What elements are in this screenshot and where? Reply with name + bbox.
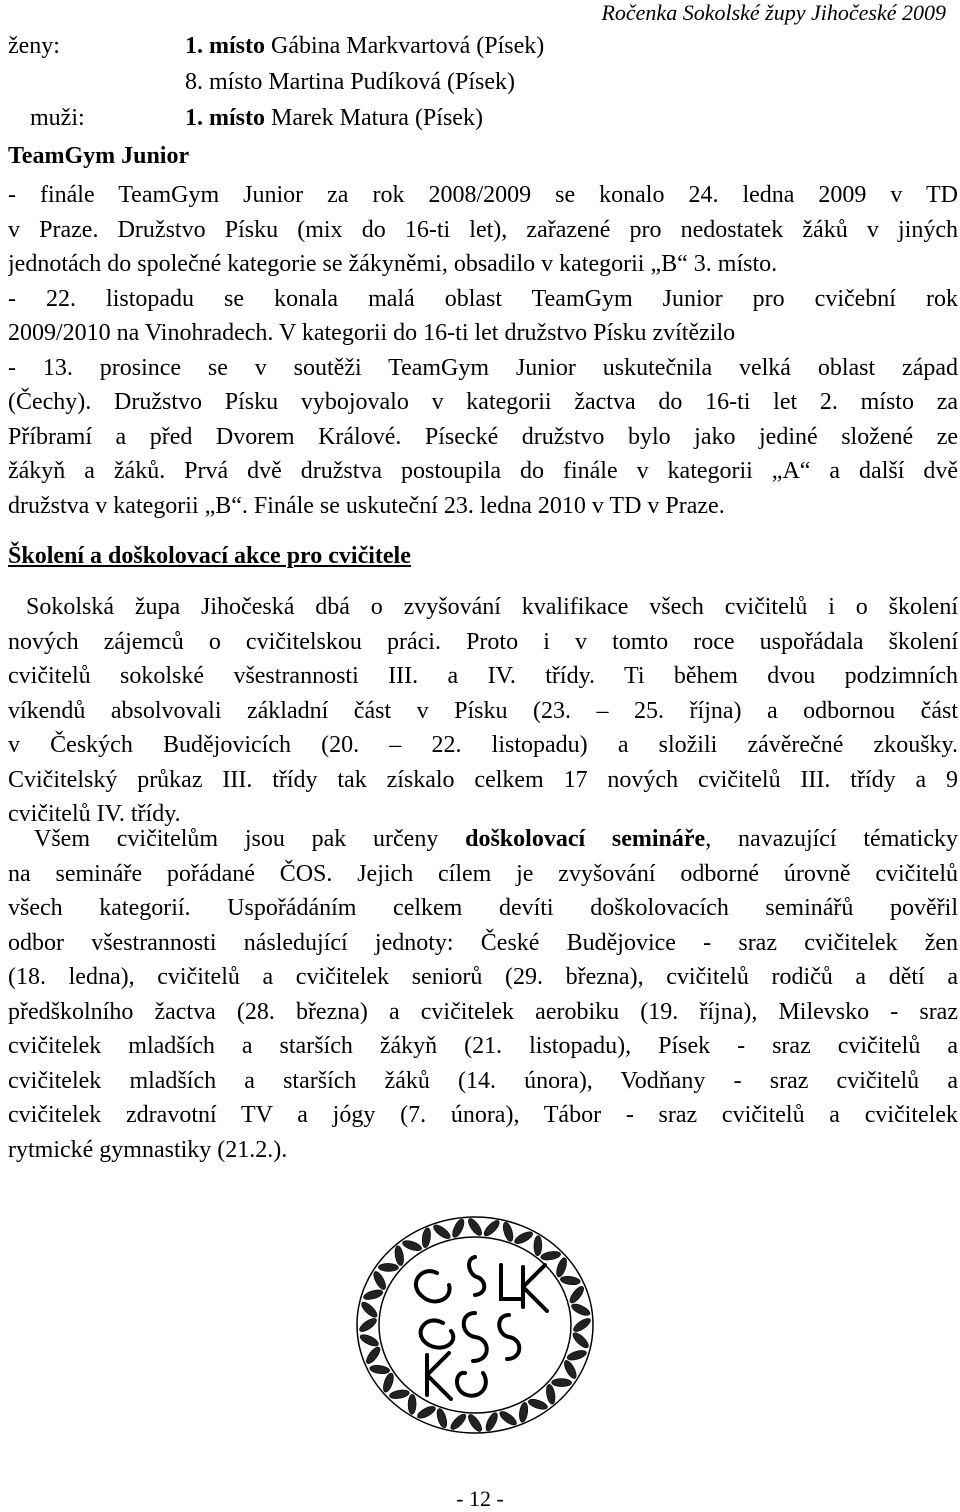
laurel-leaf [545, 1384, 556, 1405]
laurel-leaf [568, 1284, 586, 1305]
laurel-leaf [358, 1316, 379, 1334]
laurel-leaf [572, 1316, 593, 1334]
laurel-leaf [482, 1218, 502, 1238]
paragraph-line: Sokolská župa Jihočeská dbá o zvyšování kvalifikace všech cvičitelů i o školení [26, 594, 958, 620]
laurel-leaf [371, 1270, 387, 1291]
laurel-leaf [560, 1275, 581, 1286]
laurel-leaf [394, 1245, 405, 1266]
paragraph-line: cvičitelek zdravotní TV a jógy (7. února), Tábor - sraz cvičitelů a cvičitelek [8, 1102, 958, 1128]
paragraph-line: jednotách do společné kategorie se žákyněmi, obsadilo v kategorii „B“ 3. místo. [8, 251, 778, 277]
paragraph-line: cvičitelů IV. třídy. [8, 801, 181, 827]
text-run: , navazující tématicky [705, 826, 958, 852]
laurel-leaf [518, 1402, 529, 1423]
paragraph-line: všech kategorií. Uspořádáním celkem devíti doškolovacích seminářů pověřil [8, 895, 958, 921]
result-place: 1. místo [185, 33, 265, 59]
laurel-leaf [448, 1412, 468, 1432]
result-row-women-2 [8, 64, 948, 100]
laurel-leaf [362, 1288, 383, 1301]
result-name: Gábina Markvartová (Písek) [265, 33, 545, 59]
paragraph-line: na semináře pořádané ČOS. Jejich cílem je zvyšování odborné úrovně cvičitelů [8, 860, 958, 887]
laurel-leaf [389, 1389, 410, 1400]
laurel-leaf [562, 1359, 578, 1380]
result-text [185, 64, 515, 100]
laurel-leaf [381, 1372, 395, 1394]
paragraph-line: předškolního žactva (28. března) a cvičitelek aerobiku (19. října), Milevsko - sraz [8, 998, 958, 1025]
laurel-leaf [466, 1413, 484, 1434]
laurel-leaf [501, 1221, 514, 1242]
laurel-leaf [534, 1236, 542, 1256]
laurel-leaf [540, 1250, 561, 1261]
laurel-leaf [416, 1404, 437, 1420]
laurel-leaf [570, 1302, 591, 1318]
paragraph-line: Příbramí a před Dvorem Králové. Písecké družstvo bylo jako jediné složené ze [8, 423, 958, 450]
laurel-leaf [432, 1223, 453, 1241]
paragraph-line: cvičitelek mladších a starších žáků (14. února), Vodňany - sraz cvičitelů a [8, 1067, 958, 1094]
laurel-leaf [359, 1300, 379, 1320]
paragraph-line: - finále TeamGym Junior za rok 2008/2009 se konalo 24. ledna 2009 v TD [8, 182, 958, 208]
laurel-leaf [566, 1349, 587, 1362]
laurel-leaf [498, 1409, 519, 1427]
training-paragraph-1 [8, 590, 958, 832]
laurel-leaf [555, 1257, 569, 1279]
paragraph-line: (18. ledna), cvičitelů a cvičitelek seniorů (29. března), cvičitelů rodičů a dětí a [8, 964, 958, 990]
laurel-leaf [484, 1411, 500, 1432]
paragraph-line: - 13. prosince se v soutěži TeamGym Junior uskutečnila velká oblast západ [8, 354, 958, 381]
page-header: Ročenka Sokolské župy Jihočeské 2009 [601, 0, 946, 25]
paragraph-line: Cvičitelský průkaz III. třídy tak získalo celkem 17 nových cvičitelů III. třídy a 9 [8, 766, 958, 793]
training-heading: Školení a doškolovací akce pro cvičitele [8, 543, 411, 569]
laurel-leaf [364, 1345, 382, 1366]
result-place: 1. místo [185, 105, 265, 131]
result-row-men [8, 100, 948, 136]
paragraph-line: (Čechy). Družstvo Písku vybojovalo v kategorii žactva do 16-ti let 2. místo za [8, 389, 958, 415]
laurel-leaf [401, 1239, 423, 1253]
paragraph-line: cvičitelů sokolské všestrannosti III. a IV. třídy. Ti během dvou podzimních [8, 663, 958, 689]
sokol-wreath-seal-icon [325, 1195, 625, 1445]
seminars-emphasis: doškolovací semináře [465, 826, 706, 852]
paragraph-line [8, 822, 958, 857]
paragraph-line: v Českých Budějovicích (20. – 22. listopadu) a složili závěrečné zkoušky. [8, 732, 958, 758]
paragraph-line: odbor všestrannosti následující jednoty: České Budějovice - sraz cvičitelek žen [8, 929, 958, 956]
page-number: - 12 - [456, 1486, 504, 1511]
laurel-leaf [378, 1263, 398, 1271]
laurel-leaf [450, 1217, 466, 1238]
result-name: Marek Matura (Písek) [265, 105, 483, 131]
teamgym-heading: TeamGym Junior [8, 143, 190, 169]
laurel-leaf [359, 1332, 380, 1348]
results-list [8, 28, 948, 136]
laurel-leaf [466, 1217, 484, 1238]
paragraph-line: víkendů absolvovali základní část v Písku (23. – 25. října) a odbornou část [8, 697, 958, 724]
laurel-leaf [513, 1229, 534, 1245]
paragraph-line: žákyň a žáků. Prvá dvě družstva postoupila do finále v kategorii „A“ a další dvě [8, 458, 958, 484]
paragraph-line: nových zájemců o cvičitelskou práci. Proto i v tomto roce uspořádala školení [8, 628, 958, 655]
laurel-leaf [408, 1394, 416, 1414]
laurel-leaf [552, 1378, 572, 1386]
laurel-leaf [421, 1227, 432, 1248]
result-name: 8. místo Martina Pudíková (Písek) [185, 69, 515, 95]
paragraph-line: - 22. listopadu se konala malá oblast TeamGym Junior pro cvičební rok [8, 285, 958, 312]
paragraph-line: 2009/2010 na Vinohradech. V kategorii do 16-ti let družstvo Písku zvítězilo [8, 320, 736, 346]
text-run: Všem cvičitelům jsou pak určeny [34, 826, 466, 852]
training-paragraph-2 [8, 822, 958, 1167]
result-label: ženy: [8, 33, 60, 59]
paragraph-line: rytmické gymnastiky (21.2.). [8, 1136, 288, 1163]
result-text [185, 100, 483, 136]
paragraph-line: družstva v kategorii „B“. Finále se uskuteční 23. ledna 2010 v TD v Praze. [8, 492, 725, 519]
paragraph-line: v Praze. Družstvo Písku (mix do 16-ti let), zařazené pro nedostatek žáků v jiných [8, 216, 958, 243]
result-row-women [8, 28, 948, 64]
laurel-leaf [527, 1397, 549, 1411]
laurel-leaf [369, 1364, 390, 1375]
laurel-leaf [571, 1330, 591, 1350]
result-text [185, 28, 544, 64]
wreath-seal-graphic [325, 1195, 625, 1445]
teamgym-paragraph [8, 178, 958, 523]
paragraph-line: cvičitelek mladších a starších žákyň (21. listopadu), Písek - sraz cvičitelů a [8, 1033, 958, 1059]
laurel-leaf [435, 1407, 448, 1428]
result-label: muži: [30, 105, 85, 131]
